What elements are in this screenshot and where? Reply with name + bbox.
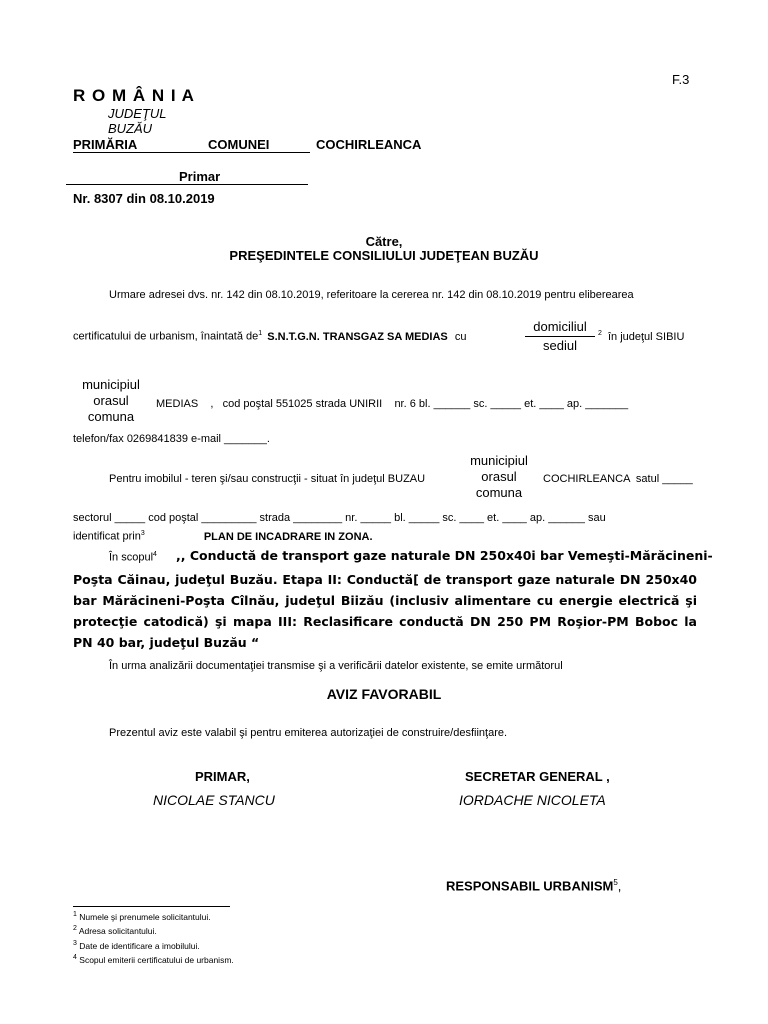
urbanism-title-block	[446, 878, 621, 893]
primar-label: Primar	[179, 169, 221, 184]
footnote-separator	[73, 906, 230, 907]
footnote-2: $^2$ Adresa solicitantului.	[73, 925, 157, 937]
country-heading: R O M Â N I A	[73, 86, 195, 105]
county-residence-text: în judeţul SIBIU	[607, 330, 685, 343]
identified-by	[73, 530, 373, 543]
primar-title: PRIMAR,	[195, 769, 250, 784]
request-line: Urmare adresei dvs. nr. 142 din 08.10.2019, referitoare la cererea nr. 142 din 08.10.2019 pentru eliberearea	[109, 289, 634, 301]
property-municipiul: municipiul	[470, 453, 528, 468]
primaria-label: PRIMĂRIA	[73, 137, 138, 152]
secretar-name: IORDACHE NICOLETA	[459, 792, 606, 808]
domicile-fraction	[525, 318, 595, 355]
county-residence	[598, 330, 684, 343]
address-line: MEDIAS , cod poştal 551025 strada UNIRII nr. 6 bl. ______ sc. _____ et. ____ ap. _______	[156, 398, 629, 410]
addressee-to: Către,	[365, 234, 403, 249]
urbanism-title: RESPONSABIL URBANISM	[446, 878, 614, 894]
property-comuna: comuna	[475, 485, 523, 500]
footnote-3: $^3$ Date de identificare a imobilului.	[73, 939, 200, 951]
domicile-bottom: sediul	[525, 336, 595, 355]
identified-value: PLAN DE INCADRARE IN ZONA.	[203, 530, 373, 543]
document-number: Nr. 8307 din 08.10.2019	[73, 191, 215, 206]
locality-municipiul: municipiul	[82, 377, 140, 392]
cu-word: cu	[454, 330, 467, 343]
locality-comuna: comuna	[87, 409, 135, 424]
footnotes	[73, 909, 234, 966]
footnote-ref-1: 1	[258, 330, 263, 337]
locality-type-stack	[72, 377, 150, 425]
comune-label: COMUNEI	[208, 137, 270, 152]
form-code: F.3	[672, 72, 690, 87]
property-line: Pentru imobilul - teren şi/sau construcţii - situat în judeţul BUZAU	[109, 473, 426, 485]
property-orasul: orasul	[481, 469, 517, 484]
scope-label	[109, 551, 157, 564]
analysis-line: În urma analizării documentaţiei transmise şi a verificării datelor existente, se emite următorul	[109, 660, 563, 672]
scope-label-text: În scopul	[109, 551, 154, 564]
primar-underline	[66, 184, 308, 185]
footnote-ref-5: 5	[613, 878, 618, 887]
scope-text-rest: Poşta Căinau, judeţul Buzău. Etapa II: Conductă[ de transport gaze naturale DN 250x40 bar Mărăcineni-Poşta Cîlnău, judeţul Biizău (inclusiv alimentare cu energie electrică şi protecţie catodică) şi mapa III: Reclasificare conductă DN 250 PM Roşior-PM Boboc la PN 40 bar, judeţul Buzău “	[73, 572, 697, 650]
request-line-2	[73, 330, 466, 343]
primar-name: NICOLAE STANCU	[153, 792, 275, 808]
commune-name: COCHIRLEANCA	[316, 137, 422, 152]
county-label: JUDEŢUL	[108, 106, 167, 121]
primaria-underline	[73, 152, 310, 153]
phone-line: telefon/fax 0269841839 e-mail _______.	[73, 433, 270, 445]
footnote-ref-3: 3	[140, 530, 145, 537]
scope-text-first: ,, Conductă de transport gaze naturale DN 250x40i bar Vemeşti-Mărăcineni-	[176, 548, 713, 563]
property-commune: COCHIRLEANCA satul _____	[543, 473, 693, 485]
footnote-ref-4: 4	[153, 551, 157, 558]
request-line-2-text: certificatului de urbanism, înaintată de	[73, 330, 259, 343]
sector-line: sectorul _____ cod poştal _________ strada ________ nr. _____ bl. _____ sc. ____ et. ____ ap. ______ sau	[73, 512, 606, 524]
aviz-heading: AVIZ FAVORABIL	[326, 686, 442, 702]
identified-label: identificat prin	[73, 530, 141, 543]
applicant-name: S.N.T.G.N. TRANSGAZ SA MEDIAS	[267, 330, 448, 343]
domicile-top: domiciliul	[533, 319, 587, 334]
county-name: BUZĂU	[108, 121, 153, 136]
footnote-ref-2: 2	[598, 330, 602, 337]
addressee-name: PREŞEDINTELE CONSILIULUI JUDEŢEAN BUZĂU	[229, 248, 539, 263]
footnote-4: $^4$ Scopul emiterii certificatului de urbanism.	[73, 953, 234, 965]
urbanism-tail: ,	[617, 878, 622, 894]
property-locality-stack	[460, 453, 538, 501]
validity-line: Prezentul aviz este valabil şi pentru emiterea autorizaţiei de construire/desfiinţare.	[109, 727, 508, 739]
locality-orasul: orasul	[93, 393, 129, 408]
secretar-title: SECRETAR GENERAL ,	[465, 769, 610, 784]
footnote-1: $^1$ Numele şi prenumele solicitantului.	[73, 911, 211, 922]
